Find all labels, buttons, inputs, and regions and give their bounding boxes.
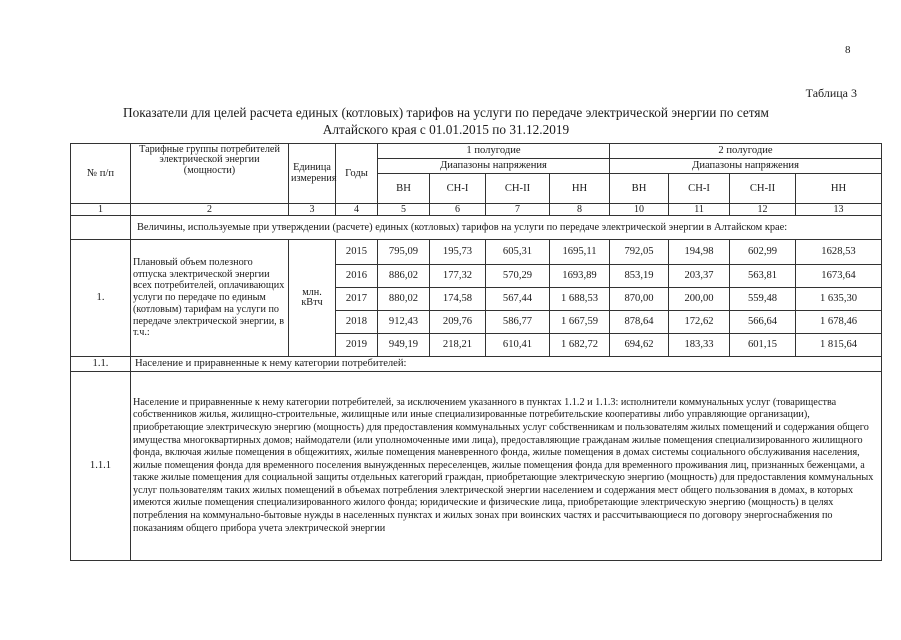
year-cell: 2015 [336, 240, 378, 265]
column-number: 8 [550, 204, 610, 216]
header-voltage-level: СН-II [486, 174, 550, 204]
value-cell: 567,44 [486, 288, 550, 311]
header-voltage-level: ВН [378, 174, 430, 204]
column-number: 5 [378, 204, 430, 216]
row-number: 1. [71, 240, 131, 357]
value-cell: 559,48 [730, 288, 796, 311]
column-number: 1 [71, 204, 131, 216]
section-heading: Величины, используемые при утверждении (расчете) единых (котловых) тарифов на услуги по передаче электрической энергии в Алтайском крае: [131, 216, 882, 240]
value-cell: 1 815,64 [796, 334, 882, 357]
value-cell: 1 688,53 [550, 288, 610, 311]
header-voltage-level: НН [550, 174, 610, 204]
value-cell: 174,58 [430, 288, 486, 311]
value-cell: 853,19 [610, 265, 669, 288]
header-tariff-groups: Тарифные группы потребителей электрической энергии (мощности) [131, 144, 289, 204]
title-line-1: Показатели для целей расчета единых (котловых) тарифов на услуги по передаче электрической энергии по сетям [123, 105, 769, 120]
value-cell: 200,00 [669, 288, 730, 311]
table-row [71, 357, 882, 372]
value-cell: 195,73 [430, 240, 486, 265]
value-cell: 1 635,30 [796, 288, 882, 311]
value-cell: 172,62 [669, 311, 730, 334]
year-cell: 2017 [336, 288, 378, 311]
header-voltage-level: СН-II [730, 174, 796, 204]
value-cell: 694,62 [610, 334, 669, 357]
row-description: Население и приравненные к нему категории потребителей, за исключением указанного в пунктах 1.1.2 и 1.1.3: исполнители коммунальных услуг (товарищества собственников жилья, жилищно-строительные, жилищные или иные специализированные потребительские кооперативы либо управляющие организации), приобретающие электрическую энергию (мощность) для предоставления коммунальных услуг собственникам и пользователям жилых помещений и содержания общего имущества многоквартирных домов; наймодатели (или уполномоченные ими лица), предоставляющие гражданам жилые помещения специализированного жилищного фонда, включая жилые помещения в общежитиях, жилые помещения маневренного фонда, жилые помещения в домах системы социального обслуживания населения, жилые помещения фонда для временного поселения вынужденных переселенцев, жилые помещения фонда для временного проживания лиц, признанных беженцами, а также жилые помещения для социальной защиты отдельных категорий граждан, приобретающие электрическую энергию (мощность) для предоставления коммунальных услуг пользователям таких жилых помещений в объемах потребления электрической энергии населением и содержания мест общего пользования в домах, в которых имеются жилые помещения специализированного жилого фонда; юридические и физические лица, приобретающие электрическую энергию (мощность) в целях потребления на коммунально-бытовые нужды в населенных пунктах и жилых зонах при воинских частях и рассчитывающиеся по договору энергоснабжения по показаниям общего прибора учета электрической энергии [131, 372, 882, 561]
header-half-2: 2 полугодие [610, 144, 882, 159]
value-cell: 218,21 [430, 334, 486, 357]
value-cell: 1 667,59 [550, 311, 610, 334]
header-voltage-level: ВН [610, 174, 669, 204]
column-number: 12 [730, 204, 796, 216]
value-cell: 912,43 [378, 311, 430, 334]
column-number-row [71, 204, 882, 216]
value-cell: 203,37 [669, 265, 730, 288]
header-years: Годы [336, 144, 378, 204]
tariff-table [70, 143, 882, 561]
value-cell: 601,15 [730, 334, 796, 357]
title-line-2: Алтайского края с 01.01.2015 по 31.12.2019 [322, 122, 570, 137]
column-number: 3 [289, 204, 336, 216]
section-heading-row [71, 216, 882, 240]
value-cell: 878,64 [610, 311, 669, 334]
header-row-1 [71, 144, 882, 159]
header-unit: Единица измерения [289, 144, 336, 204]
value-cell: 602,99 [730, 240, 796, 265]
column-number: 2 [131, 204, 289, 216]
section-heading-empty-cell [71, 216, 131, 240]
header-voltage-level: СН-I [669, 174, 730, 204]
column-number: 4 [336, 204, 378, 216]
value-cell: 586,77 [486, 311, 550, 334]
column-number: 6 [430, 204, 486, 216]
document-title [96, 104, 796, 138]
column-number: 13 [796, 204, 882, 216]
value-cell: 795,09 [378, 240, 430, 265]
value-cell: 605,31 [486, 240, 550, 265]
value-cell: 886,02 [378, 265, 430, 288]
value-cell: 1693,89 [550, 265, 610, 288]
table-row [71, 372, 882, 561]
value-cell: 566,64 [730, 311, 796, 334]
row-number: 1.1. [71, 357, 131, 372]
value-cell: 1695,11 [550, 240, 610, 265]
year-cell: 2018 [336, 311, 378, 334]
value-cell: 570,29 [486, 265, 550, 288]
table-label: Таблица 3 [805, 86, 857, 100]
value-cell: 949,19 [378, 334, 430, 357]
value-cell: 183,33 [669, 334, 730, 357]
value-cell: 870,00 [610, 288, 669, 311]
value-cell: 792,05 [610, 240, 669, 265]
value-cell: 1 682,72 [550, 334, 610, 357]
year-cell: 2016 [336, 265, 378, 288]
header-number: № п/п [71, 144, 131, 204]
row-number: 1.1.1 [71, 372, 131, 561]
header-half-1: 1 полугодие [378, 144, 610, 159]
header-voltage-ranges-2: Диапазоны напряжения [610, 159, 882, 174]
column-number: 7 [486, 204, 550, 216]
table-row [71, 240, 882, 265]
header-voltage-ranges-1: Диапазоны напряжения [378, 159, 610, 174]
value-cell: 194,98 [669, 240, 730, 265]
row-label: Плановый объем полезного отпуска электрической энергии всех потребителей, оплачивающих услуги по передаче по единым (котловым) тарифам на услуги по передаче электрической энергии, в т.ч.: [131, 240, 289, 357]
value-cell: 1 678,46 [796, 311, 882, 334]
value-cell: 1673,64 [796, 265, 882, 288]
value-cell: 177,32 [430, 265, 486, 288]
value-cell: 1628,53 [796, 240, 882, 265]
year-cell: 2019 [336, 334, 378, 357]
header-voltage-level: СН-I [430, 174, 486, 204]
header-voltage-level: НН [796, 174, 882, 204]
value-cell: 880,02 [378, 288, 430, 311]
row-label: Население и приравненные к нему категории потребителей: [131, 357, 882, 372]
column-number: 10 [610, 204, 669, 216]
page-number: 8 [845, 44, 851, 56]
row-unit: млн. кВтч [289, 240, 336, 357]
value-cell: 563,81 [730, 265, 796, 288]
value-cell: 610,41 [486, 334, 550, 357]
value-cell: 209,76 [430, 311, 486, 334]
column-number: 11 [669, 204, 730, 216]
